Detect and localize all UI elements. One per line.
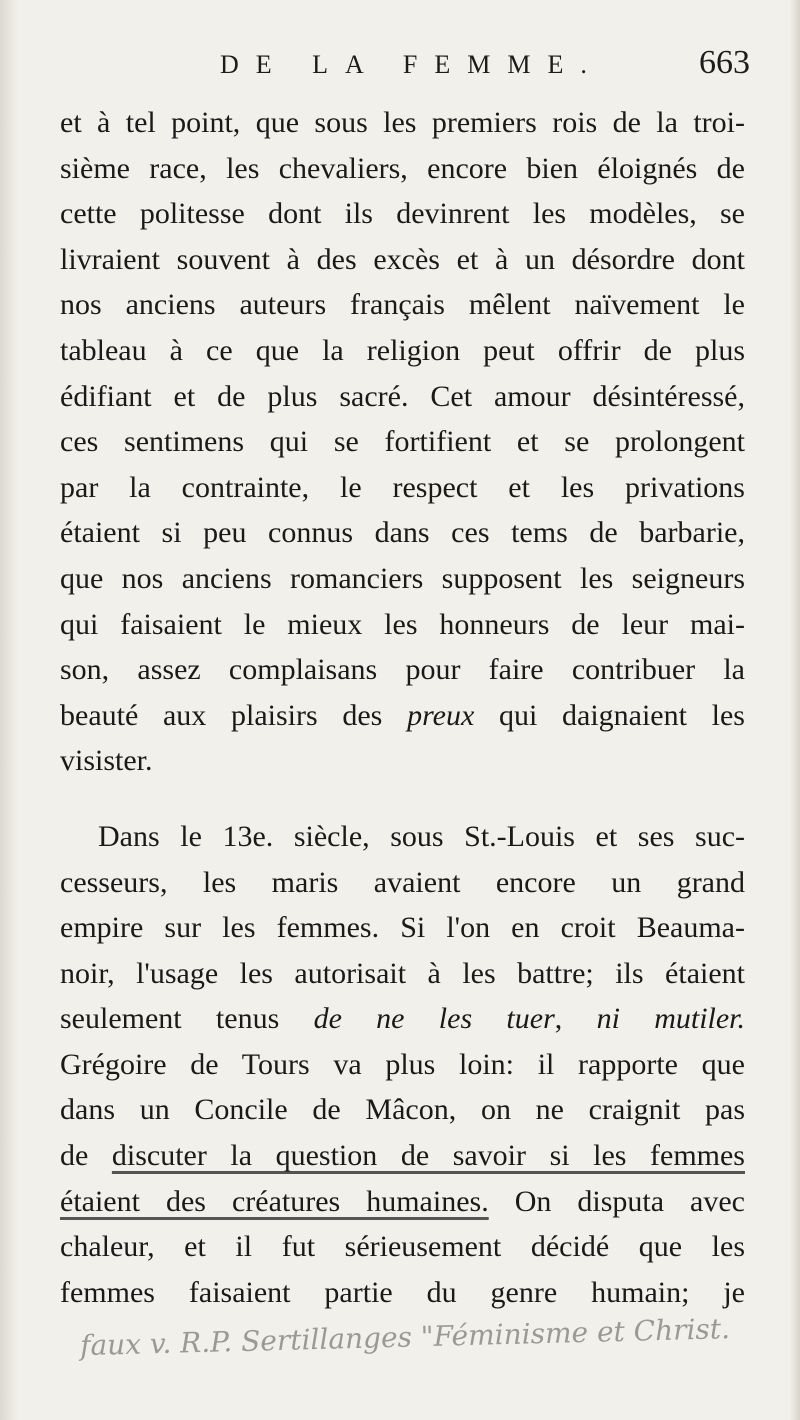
text-line: Dans le 13e. siècle, sous St.-Louis et ses suc- [98,819,745,853]
text-line-underlined [60,1133,745,1179]
text-line: dans un Concile de Mâcon, on ne craignit pas [60,1093,745,1127]
text-segment: de [60,1139,112,1173]
text-line: cesseurs, les maris avaient encore un grand [60,865,745,899]
text-line: livraient souvent à des excès et à un désordre dont [60,242,745,276]
text-line: son, assez complaisans pour faire contribuer la [60,653,745,687]
text-line-underlined [60,1179,745,1225]
text-line: et à tel point, que sous les premiers rois de la troi- [60,106,745,139]
running-title: DE LA FEMME. [220,50,604,79]
text-line: que nos anciens romanciers supposent les seigneurs [60,561,745,595]
text-line: femmes faisaient partie du genre humain; je [60,1275,745,1309]
text-line: cette politesse dont ils devinrent les modèles, se [60,197,745,231]
page-number: 663 [699,44,750,81]
italic-phrase: ni mutiler. [596,1002,746,1036]
text-line: Grégoire de Tours va plus loin: il rapporte que [60,1047,745,1081]
underlined-phrase: étaient des créatures humaines. [60,1184,489,1218]
text-line: édifiant et de plus sacré. Cet amour désintéressé, [60,379,745,413]
paragraph-1 [60,100,745,784]
text-segment: , [554,1002,597,1036]
paragraph-2 [60,814,745,1316]
text-line: visister. [60,744,153,778]
paragraph-gap [60,784,745,814]
underlined-phrase: discuter la question de savoir si les femmes [111,1139,745,1173]
text-segment: beauté aux plaisirs des [60,698,408,732]
text-line-with-italic [60,996,745,1042]
text-line: étaient si peu connus dans ces tems de barbarie, [60,516,745,550]
handwritten-margin-note: faux v. R.P. Sertillanges "Féminisme et Christ. [79,1312,731,1363]
text-line: qui faisaient le mieux les honneurs de leur mai- [60,607,745,641]
italic-term-preux: preux [407,698,475,732]
text-line-with-italic [60,693,745,739]
text-segment: On disputa avec [488,1184,745,1218]
text-segment: qui daignaient les [474,698,745,732]
running-head [60,42,750,92]
text-line: par la contrainte, le respect et les privations [60,470,745,504]
text-line: ces sentimens qui se fortifient et se prolongent [60,425,745,459]
text-line: noir, l'usage les autorisait à les battre; ils étaient [60,956,745,990]
italic-phrase: de ne les tuer [313,1002,555,1036]
text-line: sième race, les chevaliers, encore bien éloignés de [60,151,745,185]
text-segment: seulement tenus [60,1002,314,1036]
body-text [60,100,745,1315]
text-line: nos anciens auteurs français mêlent naïvement le [60,288,745,322]
text-line: chaleur, et il fut sérieusement décidé que les [60,1230,745,1264]
text-line: tableau à ce que la religion peut offrir de plus [60,333,745,367]
text-line: empire sur les femmes. Si l'on en croit Beauma- [60,911,745,945]
